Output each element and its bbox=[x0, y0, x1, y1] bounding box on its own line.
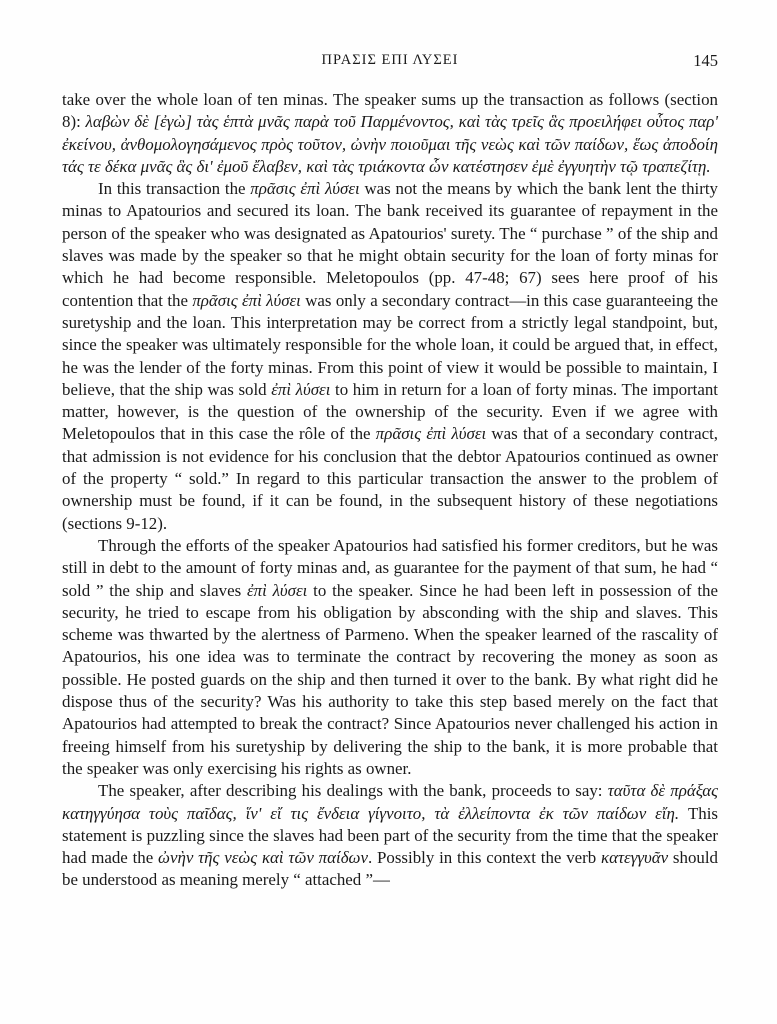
greek-quotation: λαβὼν δὲ [ἐγὼ] τὰς ἑπτὰ μνᾶς παρὰ τοῦ Παρμένοντος, καὶ τὰς τρεῖς ἃς προειλήφει οὗτος παρ' ἐκείνου, ἀνθομολογησάμενος πρὸς τοῦτον, ὠνὴν ποιοῦμαι τῆς νεὼς καὶ τῶν παίδων, ἕως ἀποδοίη τάς τε δέκα μνᾶς ἃς δι' ἐμοῦ ἔλαβεν, καὶ τὰς τριάκοντα ὧν κατέστησεν ἐμὲ ἐγγυητὴν τῷ τραπεζίτῃ. bbox=[62, 112, 718, 176]
text-run: Through the efforts of the speaker Apatourios had satisfied his former creditors, but he was still in debt to the amount of forty minas and, as guarantee for the payment of that sum, he had “ sold ” the ship and slaves bbox=[62, 535, 718, 600]
paragraph bbox=[62, 535, 718, 780]
body-text bbox=[62, 89, 718, 892]
greek-quotation: ἐπὶ λύσει bbox=[271, 379, 331, 399]
greek-quotation: πρᾶσις ἐπὶ λύσει bbox=[375, 424, 487, 444]
greek-quotation: πρᾶσις ἐπὶ λύσει bbox=[192, 290, 301, 310]
greek-quotation: κατεγγυᾶν bbox=[601, 848, 669, 868]
text-run: to him in return for a loan of forty minas. The important matter, however, is the question of the ownership of the security. Even if we agree with Meletopoulos that in this case the rôle of the bbox=[62, 379, 718, 444]
greek-quotation: πρᾶσις ἐπὶ λύσει bbox=[250, 179, 360, 199]
text-run: The speaker, after describing his dealings with the bank, proceeds to say: bbox=[98, 781, 608, 801]
running-head: ΠΡΑΣΙΣ ΕΠΙ ΛΥΣΕΙ bbox=[321, 52, 459, 68]
greek-quotation: ἐπὶ λύσει bbox=[246, 580, 308, 600]
text-run: . Possibly in this context the verb bbox=[367, 848, 602, 868]
page-header bbox=[62, 52, 718, 74]
text-run: In this transaction the bbox=[98, 179, 251, 199]
text-run: take over the whole loan of ten minas. The speaker sums up the transaction as follows (section 8): bbox=[62, 90, 718, 132]
paragraph bbox=[62, 780, 718, 891]
text-run: was that of a secondary contract, that admission is not evidence for his conclusion that the debtor Apatourios continued as owner of the property “ sold.” In regard to this particular transaction the answer to the problem of ownership must be found, if it can be found, in the subsequent history of these negotiations (sections 9-12). bbox=[62, 424, 718, 533]
paragraph bbox=[62, 89, 718, 178]
text-run: should be understood as meaning merely “ attached ”— bbox=[62, 848, 718, 890]
greek-quotation: ὠνὴν τῆς νεὼς καὶ τῶν παίδων bbox=[158, 848, 368, 868]
greek-quotation: ταῦτα δὲ πράξας κατηγγύησα τοὺς παῖδας, ἵν' εἴ τις ἔνδεια γίγνοιτο, τὰ ἐλλείποντα ἐκ τῶν παίδων εἴη. bbox=[62, 781, 718, 823]
text-run: This statement is puzzling since the slaves had been part of the security from the time that the speaker had made the bbox=[62, 803, 718, 868]
paragraph bbox=[62, 178, 718, 535]
text-run: was not the means by which the bank lent the thirty minas to Apatourios and secured its loan. The bank received its guarantee of repayment in the person of the speaker who was designated as Apatourios' surety. The “ purchase ” of the ship and slaves was made by the speaker so that he might obtain security for the loan of forty minas for which he had become responsible. Meletopoulos (pp. 47-48; 67) sees here proof of his contention that the bbox=[62, 179, 718, 310]
text-run: to the speaker. Since he had been left in possession of the security, he tried to escape from his obligation by absconding with the ship and slaves. This scheme was thwarted by the alertness of Parmeno. When the speaker learned of the rascality of Apatourios, his one idea was to terminate the contract by recovering the money as soon as possible. He posted guards on the ship and then turned it over to the bank. By what right did he dispose thus of the security? Was his authority to take this step based merely on the fact that Apatourios had attempted to break the contract? Since Apatourios never challenged his action in freeing himself from his suretyship by delivering the ship to the bank, it is more probable that the speaker was only exercising his rights as owner. bbox=[62, 580, 719, 778]
page-number: 145 bbox=[693, 51, 718, 70]
text-run: was only a secondary contract—in this case guaranteeing the suretyship and the loan. This interpretation may be correct from a strictly legal standpoint, but, since the speaker was ultimately responsible for the whole loan, it could be argued that, in effect, he was the lender of the forty minas. From this point of view it would be possible to maintain, I believe, that the ship was sold bbox=[62, 290, 718, 399]
